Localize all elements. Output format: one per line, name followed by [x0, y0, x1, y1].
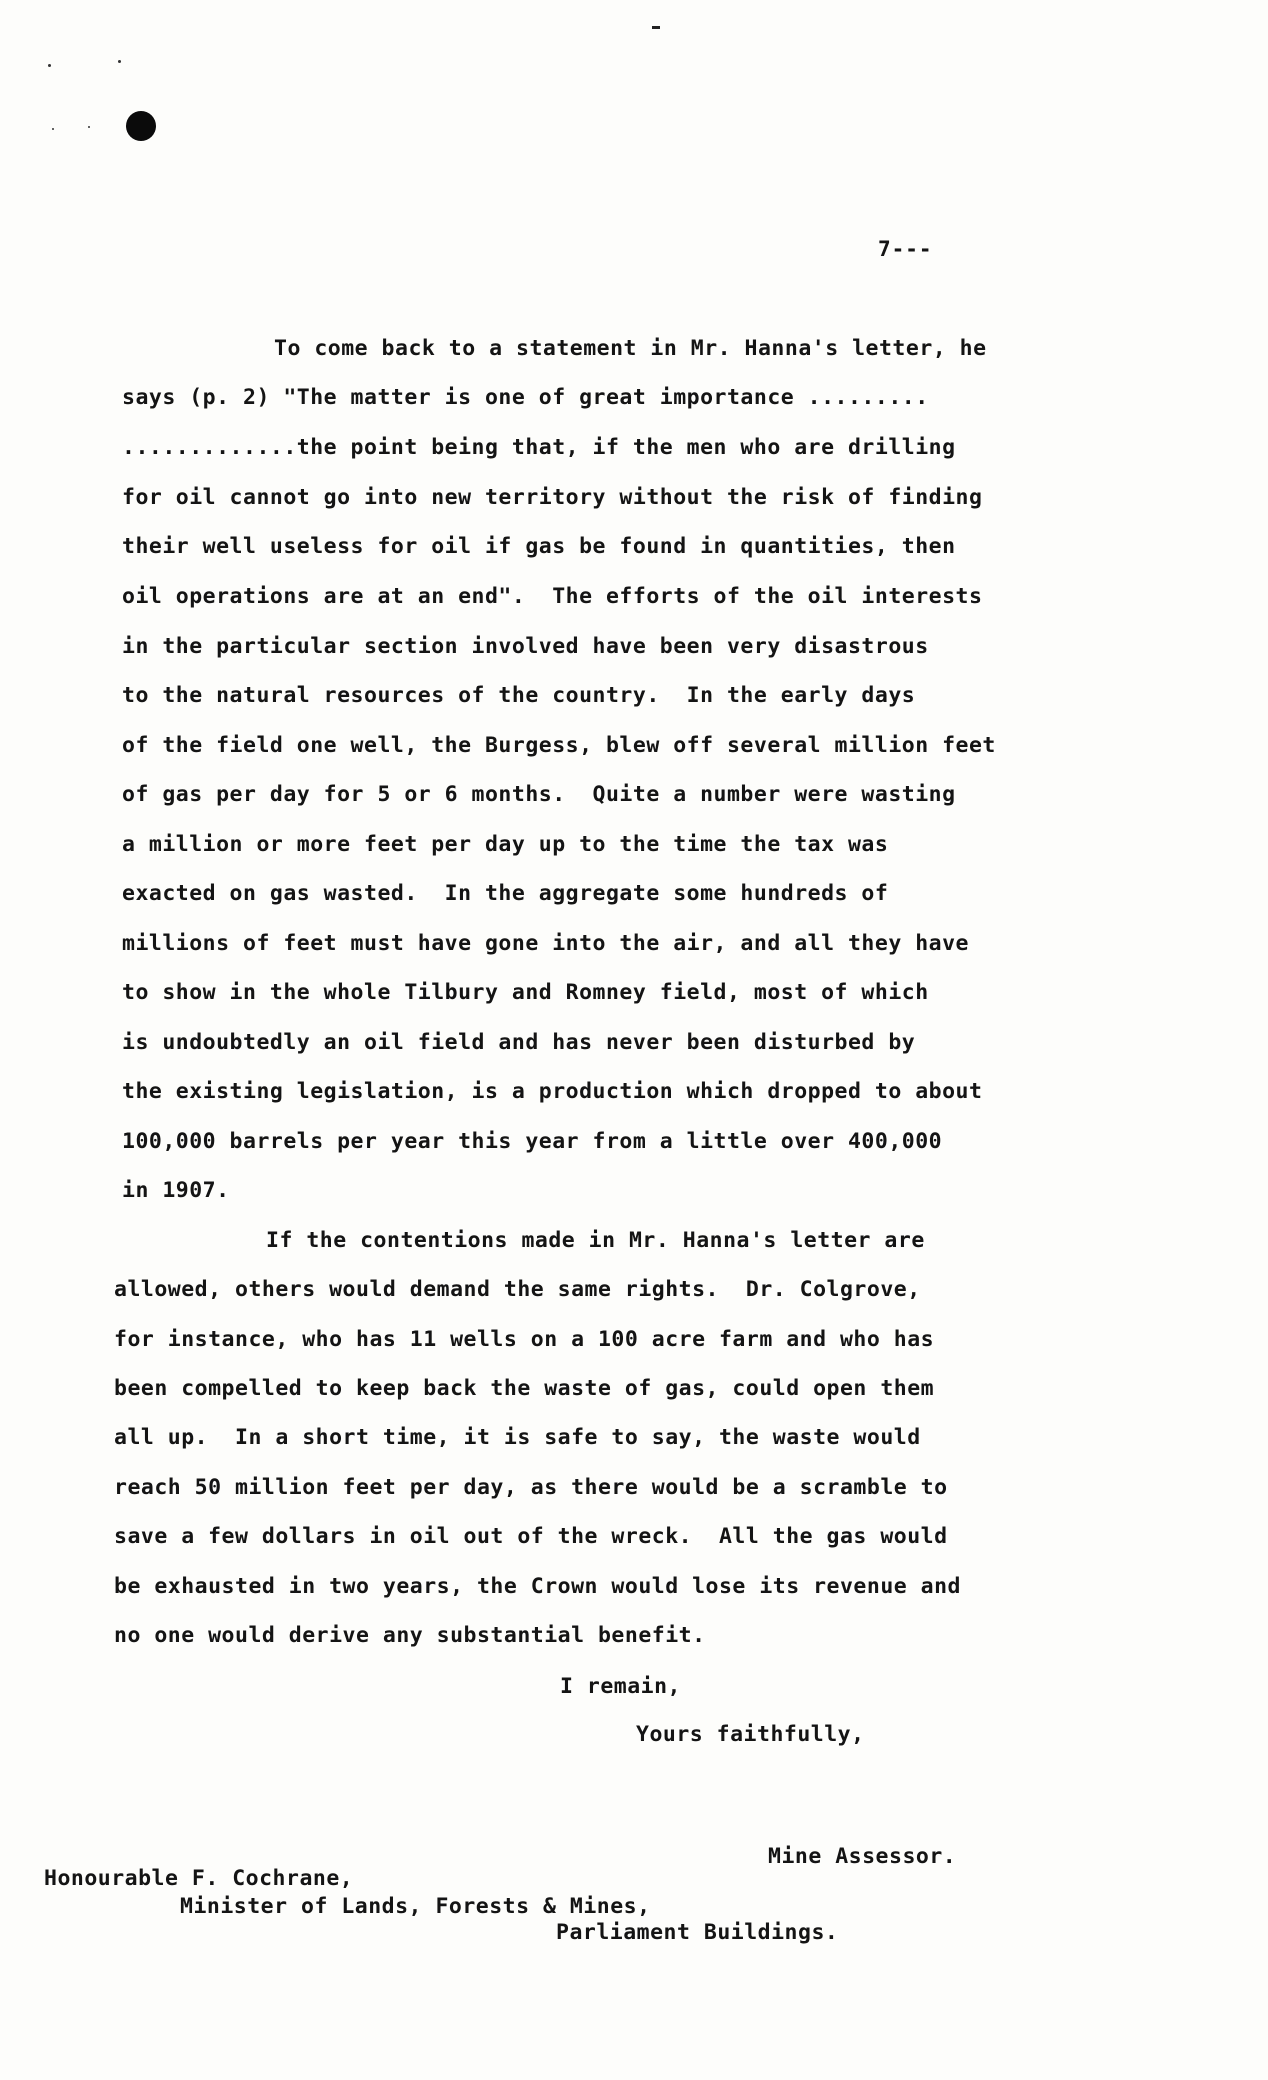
paragraph-line: for instance, who has 11 wells on a 100 acre farm and who has [114, 1327, 935, 1352]
paragraph-line: save a few dollars in oil out of the wreck. All the gas would [114, 1524, 948, 1549]
paragraph-line: 100,000 barrels per year this year from a little over 400,000 [122, 1129, 943, 1154]
paragraph-line: says (p. 2) "The matter is one of great importance ......... [122, 385, 929, 410]
paragraph-line: of gas per day for 5 or 6 months. Quite a number were wasting [122, 782, 956, 807]
paragraph-line: a million or more feet per day up to the time the tax was [122, 832, 889, 857]
addressee-name: Honourable F. Cochrane, [44, 1866, 354, 1891]
signature-title: Mine Assessor. [768, 1844, 957, 1869]
paragraph-line: allowed, others would demand the same rights. Dr. Colgrove, [114, 1277, 921, 1302]
page-number: 7--- [878, 237, 933, 261]
scan-mark [652, 26, 660, 29]
paragraph-line: the existing legislation, is a production which dropped to about [122, 1079, 983, 1104]
paragraph-line: to show in the whole Tilbury and Romney field, most of which [122, 980, 929, 1005]
scan-speck [88, 126, 90, 128]
paragraph-line: all up. In a short time, it is safe to say, the waste would [114, 1425, 921, 1450]
paragraph-line: is undoubtedly an oil field and has never been disturbed by [122, 1030, 916, 1055]
paragraph-line: for oil cannot go into new territory without the risk of finding [122, 485, 983, 510]
addressee-location: Parliament Buildings. [556, 1920, 839, 1945]
paragraph-line: .............the point being that, if the men who are drilling [122, 435, 956, 460]
closing-yours: Yours faithfully, [636, 1722, 865, 1747]
scan-speck [118, 60, 121, 63]
paragraph-line: no one would derive any substantial benefit. [114, 1623, 706, 1648]
paragraph-line: millions of feet must have gone into the air, and all they have [122, 931, 969, 956]
paragraph-line: exacted on gas wasted. In the aggregate some hundreds of [122, 881, 889, 906]
paragraph-line: be exhausted in two years, the Crown would lose its revenue and [114, 1574, 961, 1599]
paragraph-line: to the natural resources of the country. In the early days [122, 683, 916, 708]
paragraph-line: To come back to a statement in Mr. Hanna's letter, he [274, 336, 987, 361]
paragraph-line: of the field one well, the Burgess, blew off several million feet [122, 733, 996, 758]
paragraph-line: oil operations are at an end". The efforts of the oil interests [122, 584, 983, 609]
paragraph-line: in 1907. [122, 1178, 230, 1203]
scan-speck [48, 64, 51, 67]
punch-hole [126, 111, 156, 141]
addressee-office: Minister of Lands, Forests & Mines, [180, 1894, 651, 1919]
scan-speck [52, 128, 54, 130]
paragraph-line: in the particular section involved have been very disastrous [122, 634, 929, 659]
paragraph-line: been compelled to keep back the waste of gas, could open them [114, 1376, 935, 1401]
paragraph-line: If the contentions made in Mr. Hanna's letter are [266, 1228, 925, 1253]
closing-remain: I remain, [560, 1674, 681, 1699]
paragraph-line: their well useless for oil if gas be found in quantities, then [122, 534, 956, 559]
paragraph-line: reach 50 million feet per day, as there would be a scramble to [114, 1475, 948, 1500]
